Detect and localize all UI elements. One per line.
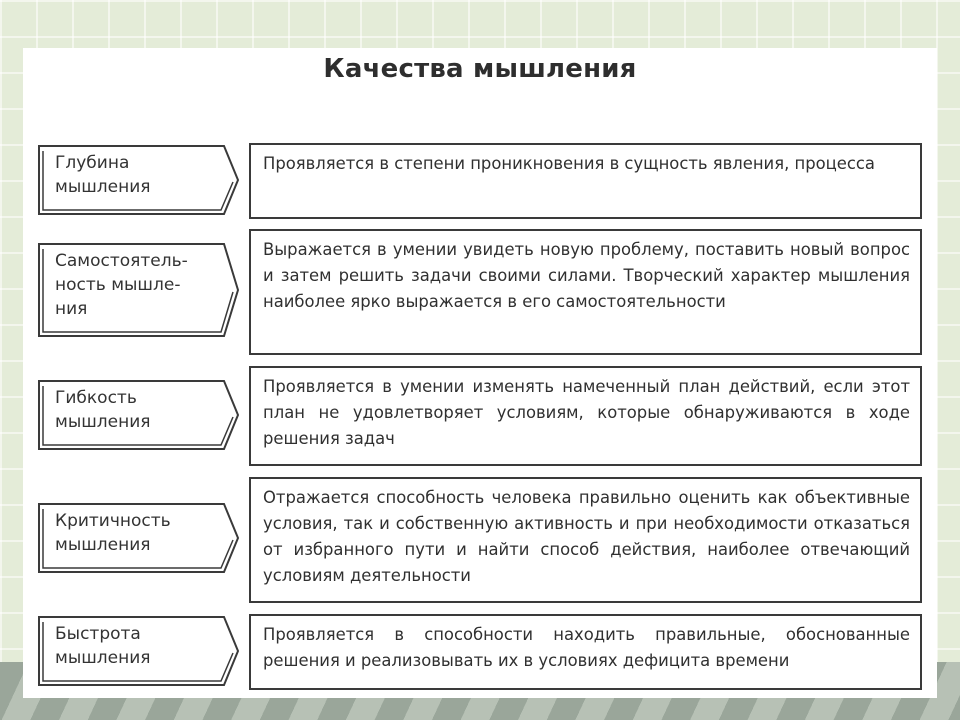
quality-label: Быстрота мышления xyxy=(55,624,151,668)
quality-label-tag xyxy=(38,243,240,337)
quality-row-speed xyxy=(23,614,937,690)
quality-label-tag xyxy=(38,503,240,573)
diagram-sheet xyxy=(23,48,937,698)
quality-label-tag xyxy=(38,616,240,686)
quality-description-box xyxy=(249,143,922,219)
quality-description: Проявляется в способности находить правильные, обоснованные решения и реализовывать их в условиях дефицита времени xyxy=(263,625,910,670)
quality-label-tag xyxy=(38,380,240,450)
quality-label: Гибкость мышления xyxy=(55,388,151,432)
quality-label: Критичность мышления xyxy=(55,511,171,555)
quality-row-criticality xyxy=(23,477,937,603)
quality-label: Самостоятель- ность мышле- ния xyxy=(55,251,188,319)
quality-description: Проявляется в умении изменять намеченный план действий, если этот план не удовлетворяет условиям, которые обнаруживаются в ходе решения задач xyxy=(263,377,910,448)
quality-label-tag xyxy=(38,145,240,215)
quality-description-box xyxy=(249,229,922,355)
quality-row-depth xyxy=(23,143,937,219)
quality-description-box xyxy=(249,614,922,690)
quality-description-box xyxy=(249,477,922,603)
quality-row-independence xyxy=(23,229,937,355)
quality-label: Глубина мышления xyxy=(55,153,151,197)
quality-description: Проявляется в степени проникновения в сущность явления, процесса xyxy=(263,154,875,173)
diagram-title: Качества мышления xyxy=(323,54,637,84)
quality-description: Отражается способность человека правильно оценить как объективные условия, так и собственную активность и при необходимости отказаться от избранного пути и найти способ действия, наиболее отвечающий условиям деятельности xyxy=(263,488,910,585)
quality-description: Выражается в умении увидеть новую проблему, поставить новый вопрос и затем решить задачи своими силами. Творческий характер мышления наиболее ярко выражается в его самостоятельности xyxy=(263,240,910,311)
quality-description-box xyxy=(249,366,922,466)
quality-row-flexibility xyxy=(23,366,937,466)
